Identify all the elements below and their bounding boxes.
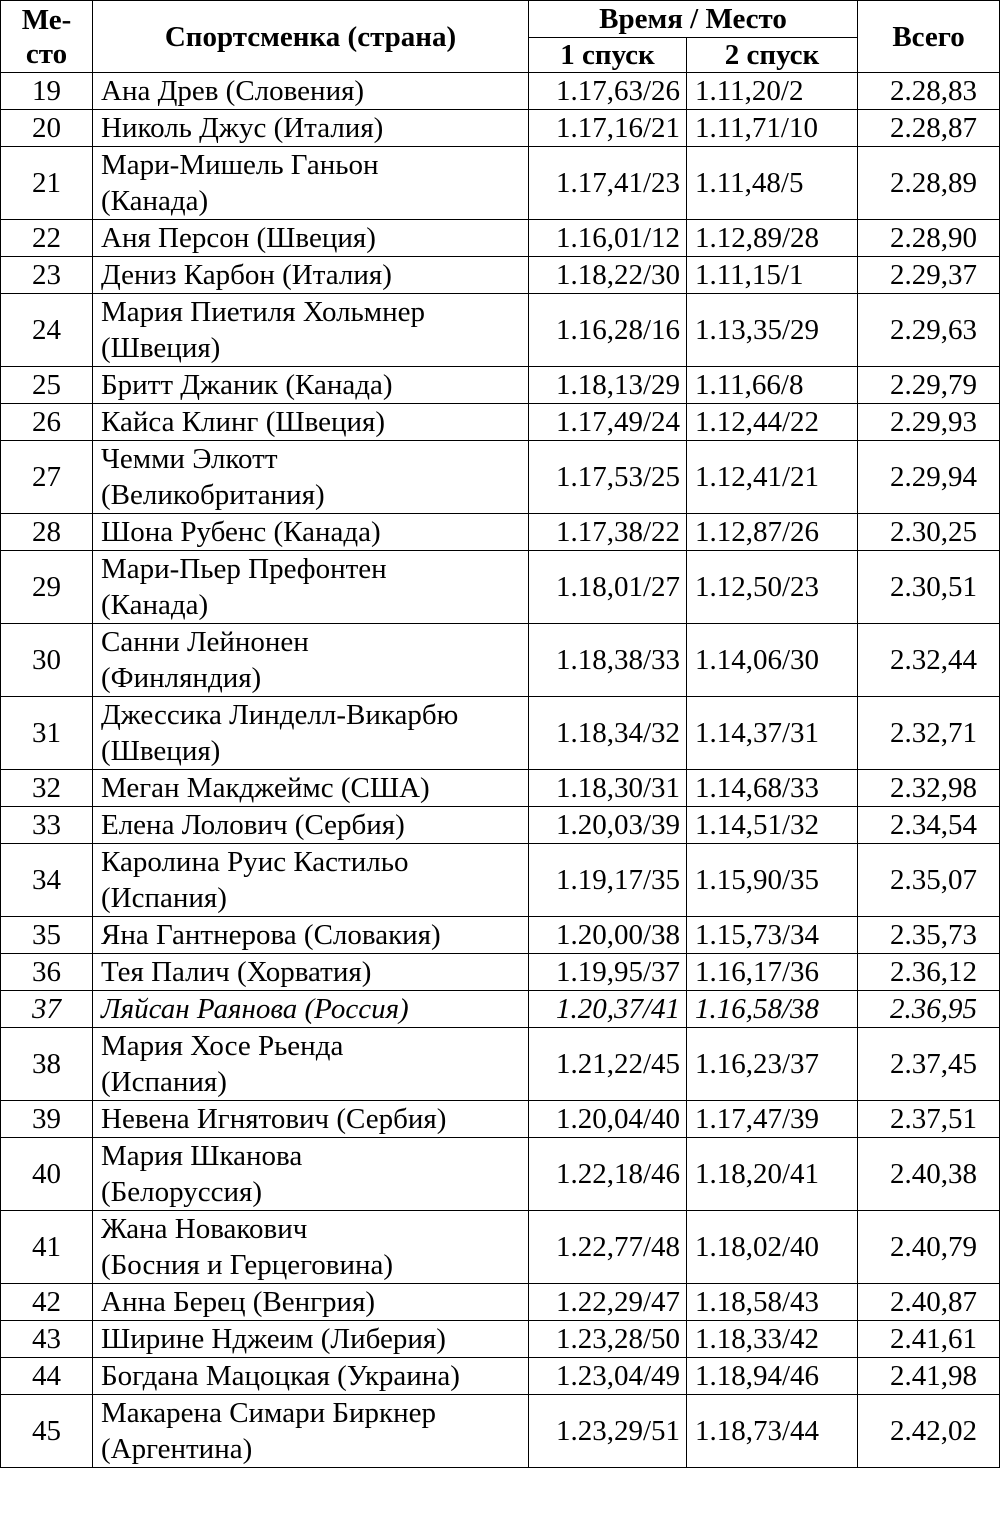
table-row — [1, 1028, 1000, 1101]
cell-run1: 1.20,03/39 — [529, 807, 687, 844]
cell-run2: 1.14,68/33 — [687, 770, 858, 807]
cell-place: 19 — [1, 73, 93, 110]
cell-run2: 1.18,94/46 — [687, 1358, 858, 1395]
cell-athlete — [93, 1211, 529, 1284]
cell-place: 29 — [1, 551, 93, 624]
athlete-name-line: Богдана Мацоцкая (Украина) — [101, 1360, 460, 1392]
table-row — [1, 441, 1000, 514]
cell-run1: 1.17,53/25 — [529, 441, 687, 514]
athlete-name-line: (Белоруссия) — [101, 1176, 263, 1208]
cell-place: 21 — [1, 147, 93, 220]
cell-athlete — [93, 844, 529, 917]
cell-run1: 1.18,34/32 — [529, 697, 687, 770]
header-total: Всего — [858, 1, 1000, 73]
cell-place: 41 — [1, 1211, 93, 1284]
cell-place: 20 — [1, 110, 93, 147]
cell-run1: 1.20,37/41 — [529, 991, 687, 1028]
cell-run2: 1.15,73/34 — [687, 917, 858, 954]
athlete-name-line: Дениз Карбон (Италия) — [101, 259, 392, 291]
cell-run2: 1.11,71/10 — [687, 110, 858, 147]
results-body — [1, 73, 1000, 1468]
cell-run1: 1.19,95/37 — [529, 954, 687, 991]
table-row — [1, 220, 1000, 257]
cell-run2: 1.12,87/26 — [687, 514, 858, 551]
cell-run2: 1.12,44/22 — [687, 404, 858, 441]
cell-run2: 1.12,41/21 — [687, 441, 858, 514]
cell-place: 36 — [1, 954, 93, 991]
athlete-name-line: Анна Берец (Венгрия) — [101, 1286, 376, 1318]
cell-run1: 1.23,28/50 — [529, 1321, 687, 1358]
cell-place: 22 — [1, 220, 93, 257]
cell-run1: 1.18,01/27 — [529, 551, 687, 624]
cell-run2: 1.17,47/39 — [687, 1101, 858, 1138]
cell-run2: 1.12,50/23 — [687, 551, 858, 624]
table-row — [1, 1101, 1000, 1138]
athlete-name-line: (Босния и Герцеговина) — [101, 1249, 394, 1281]
cell-athlete — [93, 807, 529, 844]
cell-run1: 1.17,63/26 — [529, 73, 687, 110]
cell-athlete — [93, 624, 529, 697]
athlete-name-line: (Финляндия) — [101, 662, 262, 694]
cell-total: 2.29,93 — [858, 404, 1000, 441]
athlete-name-line: (Испания) — [101, 1066, 227, 1098]
table-row — [1, 1395, 1000, 1468]
cell-total: 2.36,12 — [858, 954, 1000, 991]
cell-run1: 1.17,38/22 — [529, 514, 687, 551]
cell-athlete — [93, 257, 529, 294]
header-run2: 2 спуск — [687, 38, 858, 73]
table-row — [1, 257, 1000, 294]
cell-total: 2.37,51 — [858, 1101, 1000, 1138]
table-row — [1, 110, 1000, 147]
cell-athlete — [93, 1395, 529, 1468]
cell-place: 25 — [1, 367, 93, 404]
athlete-name-line: (Канада) — [101, 589, 209, 621]
table-row — [1, 367, 1000, 404]
cell-run1: 1.16,01/12 — [529, 220, 687, 257]
header-run1: 1 спуск — [529, 38, 687, 73]
cell-place: 27 — [1, 441, 93, 514]
table-row — [1, 1138, 1000, 1211]
cell-total: 2.41,61 — [858, 1321, 1000, 1358]
cell-run1: 1.21,22/45 — [529, 1028, 687, 1101]
athlete-name-line: Мария Пиетиля Хольмнер — [101, 296, 426, 328]
cell-run2: 1.18,73/44 — [687, 1395, 858, 1468]
cell-run1: 1.20,04/40 — [529, 1101, 687, 1138]
cell-run2: 1.14,37/31 — [687, 697, 858, 770]
cell-athlete — [93, 551, 529, 624]
cell-run1: 1.18,13/29 — [529, 367, 687, 404]
cell-athlete — [93, 110, 529, 147]
cell-run2: 1.16,23/37 — [687, 1028, 858, 1101]
cell-athlete — [93, 514, 529, 551]
cell-total: 2.32,44 — [858, 624, 1000, 697]
athlete-name-line: Меган Макджеймс (США) — [101, 772, 430, 804]
athlete-name-line: Аня Персон (Швеция) — [101, 222, 376, 254]
cell-run2: 1.16,58/38 — [687, 991, 858, 1028]
cell-athlete — [93, 220, 529, 257]
athlete-name-line: Макарена Симари Биркнер — [101, 1397, 437, 1429]
cell-athlete — [93, 147, 529, 220]
cell-place: 39 — [1, 1101, 93, 1138]
athlete-name-line: Невена Игнятович (Сербия) — [101, 1103, 447, 1135]
athlete-name-line: Бритт Джаник (Канада) — [101, 369, 393, 401]
athlete-name-line: Ляйсан Раянова (Россия) — [101, 993, 409, 1025]
table-row — [1, 1284, 1000, 1321]
header-place — [1, 1, 93, 73]
cell-total: 2.34,54 — [858, 807, 1000, 844]
athlete-name-line: (Великобритания) — [101, 479, 325, 511]
cell-place: 42 — [1, 1284, 93, 1321]
header-place-line1: Ме- — [21, 3, 72, 36]
cell-place: 31 — [1, 697, 93, 770]
table-row — [1, 807, 1000, 844]
table-row — [1, 1358, 1000, 1395]
cell-run1: 1.17,41/23 — [529, 147, 687, 220]
cell-place: 34 — [1, 844, 93, 917]
table-row — [1, 1321, 1000, 1358]
cell-run2: 1.12,89/28 — [687, 220, 858, 257]
athlete-name-line: Шона Рубенс (Канада) — [101, 516, 381, 548]
cell-place: 23 — [1, 257, 93, 294]
athlete-name-line: Николь Джус (Италия) — [101, 112, 384, 144]
table-row — [1, 697, 1000, 770]
cell-total: 2.28,87 — [858, 110, 1000, 147]
athlete-name-line: Тея Палич (Хорватия) — [101, 956, 372, 988]
cell-run2: 1.11,66/8 — [687, 367, 858, 404]
cell-total: 2.32,98 — [858, 770, 1000, 807]
cell-run2: 1.14,06/30 — [687, 624, 858, 697]
cell-run1: 1.22,29/47 — [529, 1284, 687, 1321]
cell-athlete — [93, 73, 529, 110]
header-place-line2: сто — [25, 37, 68, 70]
table-row — [1, 624, 1000, 697]
athlete-name-line: Санни Лейнонен — [101, 626, 309, 658]
cell-run1: 1.17,49/24 — [529, 404, 687, 441]
cell-run1: 1.23,04/49 — [529, 1358, 687, 1395]
cell-run1: 1.19,17/35 — [529, 844, 687, 917]
cell-athlete — [93, 1284, 529, 1321]
cell-run1: 1.18,30/31 — [529, 770, 687, 807]
cell-run1: 1.16,28/16 — [529, 294, 687, 367]
athlete-name-line: (Швеция) — [101, 332, 221, 364]
cell-athlete — [93, 294, 529, 367]
athlete-name-line: (Канада) — [101, 185, 209, 217]
cell-athlete — [93, 367, 529, 404]
cell-run2: 1.18,20/41 — [687, 1138, 858, 1211]
cell-total: 2.29,94 — [858, 441, 1000, 514]
cell-total: 2.28,83 — [858, 73, 1000, 110]
cell-run2: 1.18,33/42 — [687, 1321, 858, 1358]
cell-run2: 1.11,15/1 — [687, 257, 858, 294]
cell-athlete — [93, 1028, 529, 1101]
cell-run2: 1.11,48/5 — [687, 147, 858, 220]
table-row — [1, 514, 1000, 551]
cell-athlete — [93, 1138, 529, 1211]
cell-place: 37 — [1, 991, 93, 1028]
cell-total: 2.29,63 — [858, 294, 1000, 367]
cell-run2: 1.18,58/43 — [687, 1284, 858, 1321]
cell-place: 40 — [1, 1138, 93, 1211]
cell-run1: 1.18,38/33 — [529, 624, 687, 697]
cell-place: 44 — [1, 1358, 93, 1395]
cell-place: 32 — [1, 770, 93, 807]
cell-place: 30 — [1, 624, 93, 697]
cell-place: 45 — [1, 1395, 93, 1468]
cell-run2: 1.18,02/40 — [687, 1211, 858, 1284]
cell-run1: 1.22,18/46 — [529, 1138, 687, 1211]
cell-total: 2.35,07 — [858, 844, 1000, 917]
cell-athlete — [93, 917, 529, 954]
cell-total: 2.32,71 — [858, 697, 1000, 770]
cell-run2: 1.16,17/36 — [687, 954, 858, 991]
athlete-name-line: (Швеция) — [101, 735, 221, 767]
cell-total: 2.40,87 — [858, 1284, 1000, 1321]
athlete-name-line: Ширине Нджеим (Либерия) — [101, 1323, 446, 1355]
cell-total: 2.36,95 — [858, 991, 1000, 1028]
cell-place: 24 — [1, 294, 93, 367]
header-time-place: Время / Место — [529, 1, 858, 38]
cell-place: 38 — [1, 1028, 93, 1101]
athlete-name-line: Джессика Линделл-Викарбю — [101, 699, 459, 731]
cell-athlete — [93, 1358, 529, 1395]
cell-total: 2.28,89 — [858, 147, 1000, 220]
cell-run1: 1.20,00/38 — [529, 917, 687, 954]
table-row — [1, 954, 1000, 991]
athlete-name-line: Яна Гантнерова (Словакия) — [101, 919, 441, 951]
cell-total: 2.40,38 — [858, 1138, 1000, 1211]
cell-athlete — [93, 1101, 529, 1138]
table-row — [1, 917, 1000, 954]
athlete-name-line: (Аргентина) — [101, 1433, 253, 1465]
table-row — [1, 551, 1000, 624]
cell-run1: 1.23,29/51 — [529, 1395, 687, 1468]
cell-total: 2.37,45 — [858, 1028, 1000, 1101]
cell-total: 2.42,02 — [858, 1395, 1000, 1468]
athlete-name-line: Мария Шканова — [101, 1140, 303, 1172]
cell-run2: 1.11,20/2 — [687, 73, 858, 110]
table-row — [1, 404, 1000, 441]
table-row — [1, 991, 1000, 1028]
cell-athlete — [93, 770, 529, 807]
cell-place: 26 — [1, 404, 93, 441]
table-row — [1, 147, 1000, 220]
cell-run1: 1.18,22/30 — [529, 257, 687, 294]
table-row — [1, 844, 1000, 917]
cell-athlete — [93, 404, 529, 441]
cell-run1: 1.17,16/21 — [529, 110, 687, 147]
cell-place: 35 — [1, 917, 93, 954]
athlete-name-line: Мари-Мишель Ганьон — [101, 149, 379, 181]
cell-total: 2.35,73 — [858, 917, 1000, 954]
cell-total: 2.29,79 — [858, 367, 1000, 404]
athlete-name-line: Каролина Руис Кастильо — [101, 846, 409, 878]
cell-total: 2.40,79 — [858, 1211, 1000, 1284]
cell-athlete — [93, 991, 529, 1028]
table-row — [1, 1211, 1000, 1284]
table-row — [1, 770, 1000, 807]
athlete-name-line: Жана Новакович — [101, 1213, 308, 1245]
cell-run2: 1.14,51/32 — [687, 807, 858, 844]
cell-total: 2.41,98 — [858, 1358, 1000, 1395]
cell-place: 28 — [1, 514, 93, 551]
header-row-top — [1, 1, 1000, 38]
athlete-name-line: Кайса Клинг (Швеция) — [101, 406, 386, 438]
cell-total: 2.30,51 — [858, 551, 1000, 624]
cell-athlete — [93, 697, 529, 770]
cell-place: 33 — [1, 807, 93, 844]
cell-athlete — [93, 1321, 529, 1358]
athlete-name-line: Мари-Пьер Префонтен — [101, 553, 387, 585]
header-athlete: Спортсменка (страна) — [93, 1, 529, 73]
table-row — [1, 294, 1000, 367]
athlete-name-line: Ана Древ (Словения) — [101, 75, 365, 107]
cell-athlete — [93, 441, 529, 514]
cell-run1: 1.22,77/48 — [529, 1211, 687, 1284]
athlete-name-line: Чемми Элкотт — [101, 443, 278, 475]
cell-total: 2.30,25 — [858, 514, 1000, 551]
cell-place: 43 — [1, 1321, 93, 1358]
athlete-name-line: (Испания) — [101, 882, 227, 914]
cell-total: 2.29,37 — [858, 257, 1000, 294]
cell-total: 2.28,90 — [858, 220, 1000, 257]
athlete-name-line: Елена Лолович (Сербия) — [101, 809, 405, 841]
cell-athlete — [93, 954, 529, 991]
athlete-name-line: Мария Хосе Рьенда — [101, 1030, 344, 1062]
table-row — [1, 73, 1000, 110]
cell-run2: 1.15,90/35 — [687, 844, 858, 917]
cell-run2: 1.13,35/29 — [687, 294, 858, 367]
